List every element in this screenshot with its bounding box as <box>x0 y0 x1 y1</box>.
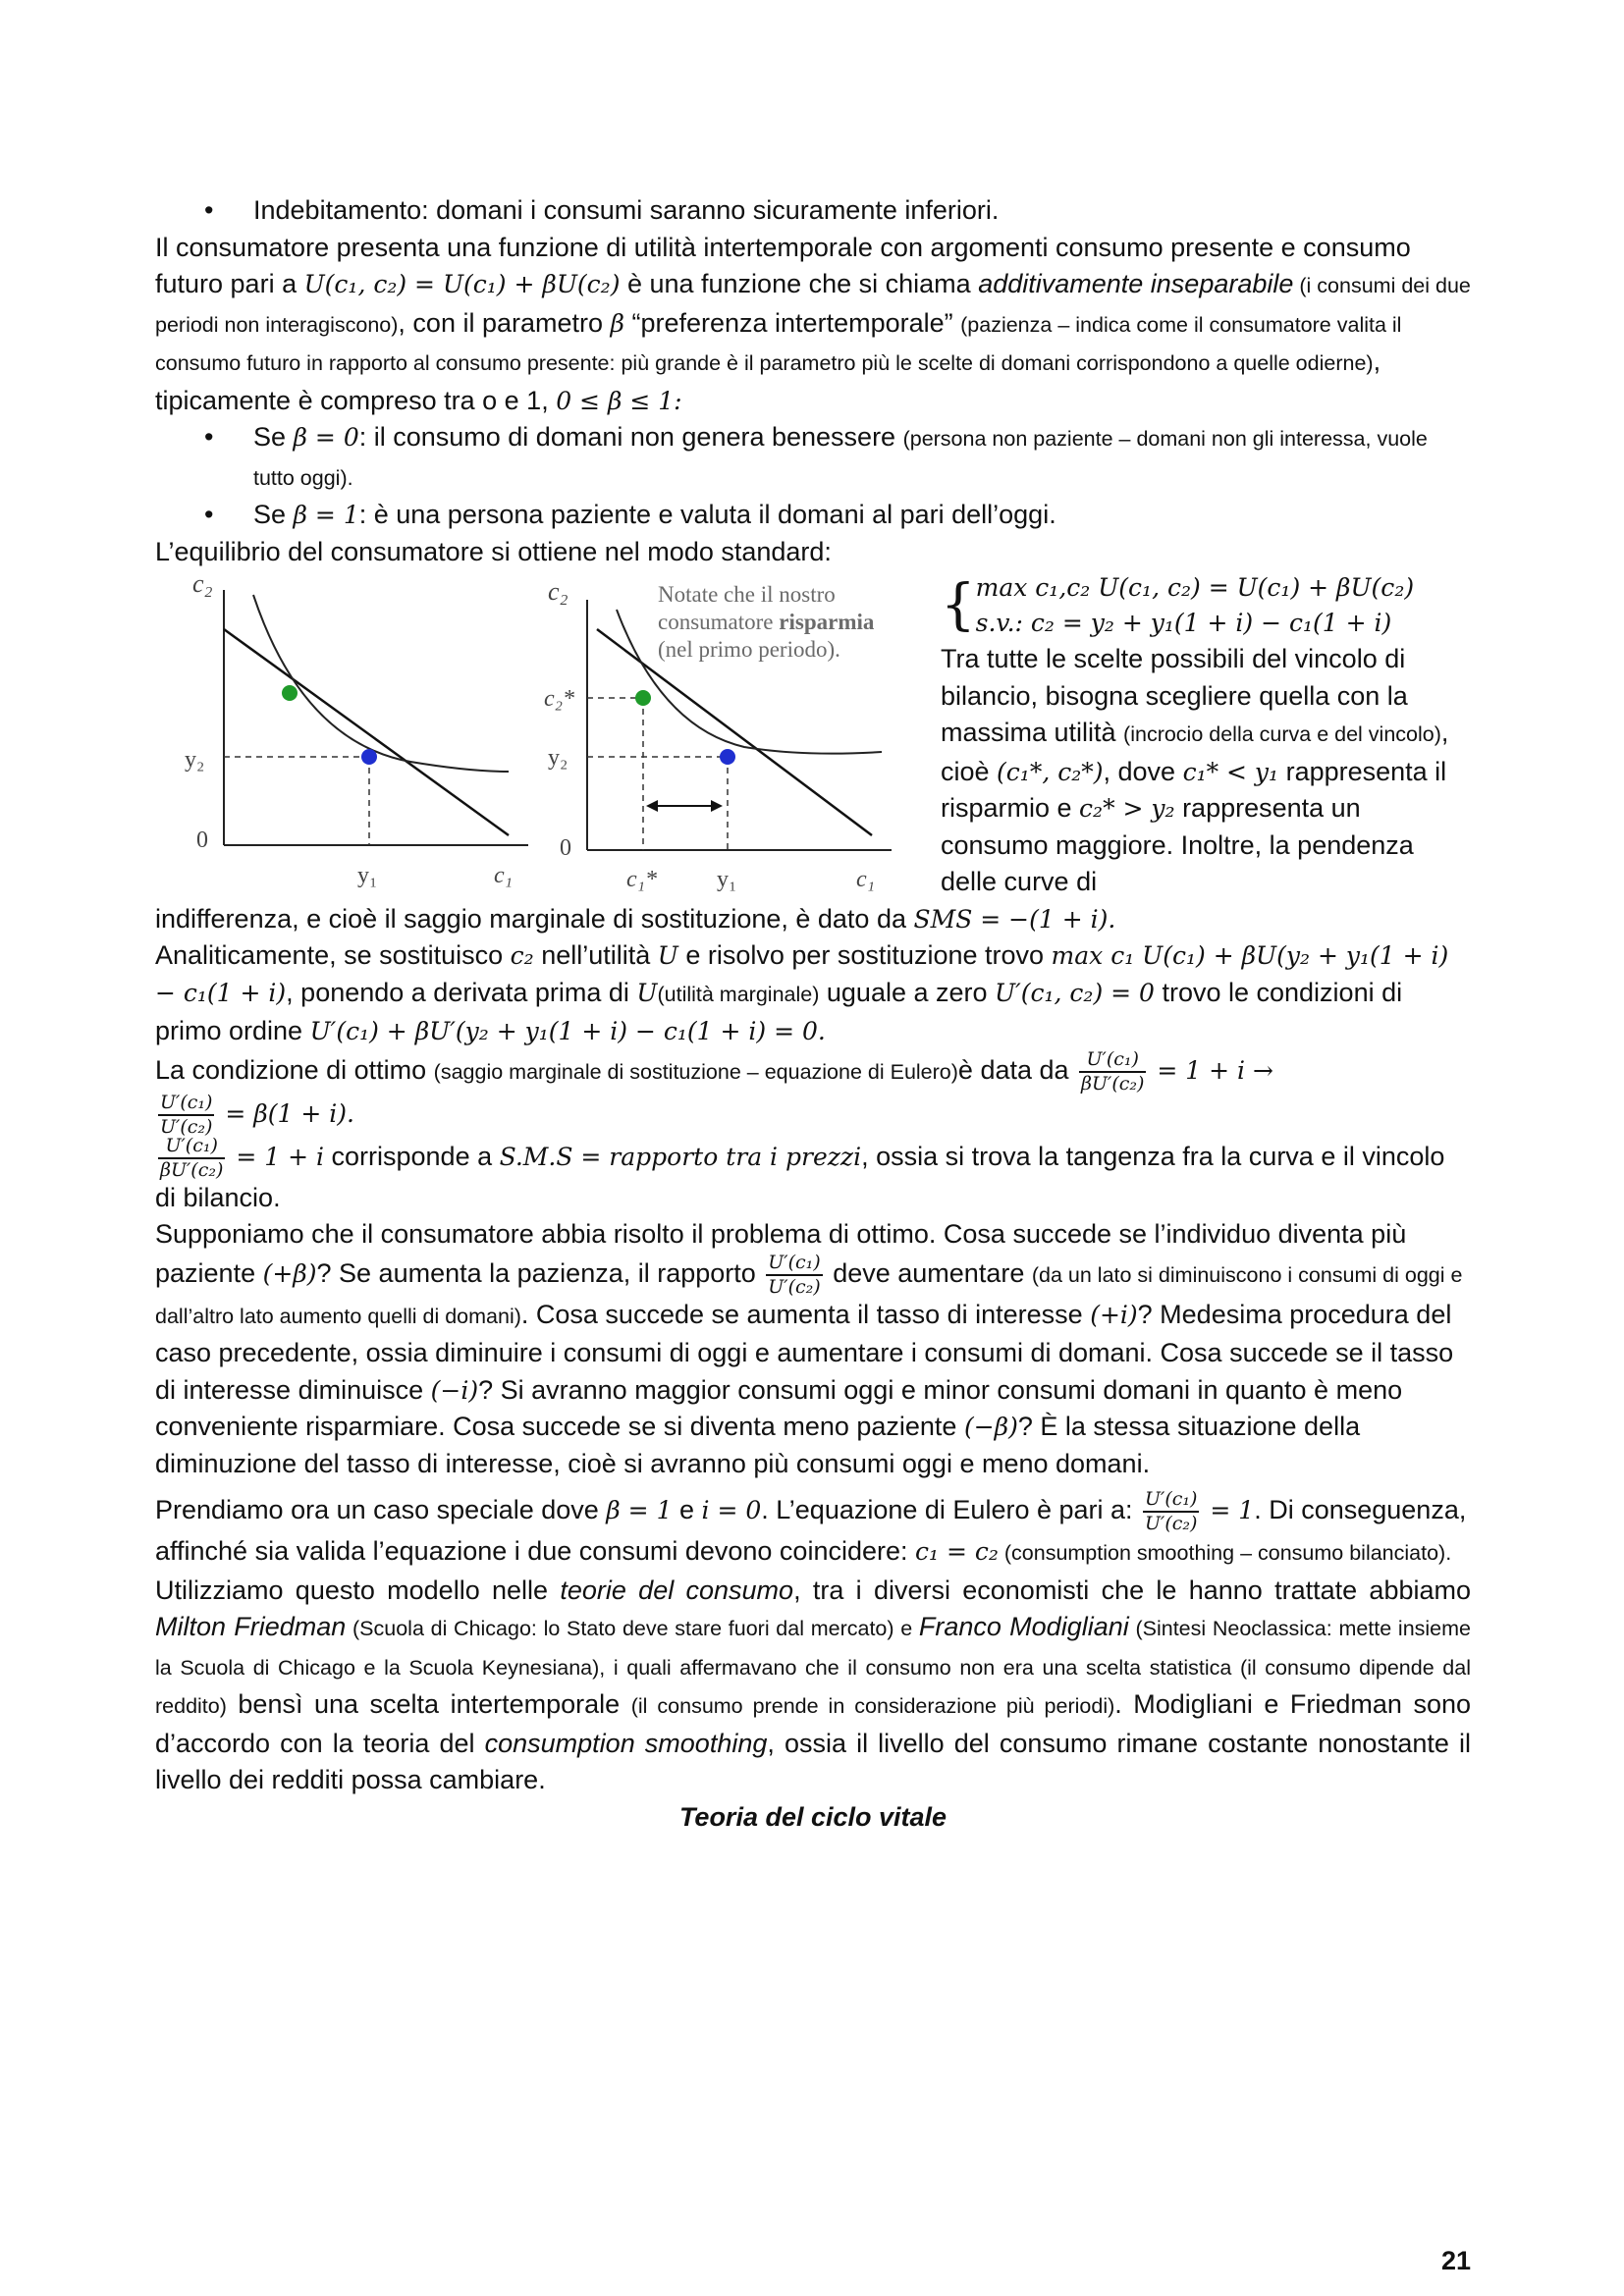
optimization-system <box>941 570 1471 641</box>
note-line-1: Notate che il nostro <box>658 582 836 607</box>
bullet-beta-zero: • Se β = 0: il consumo di domani non genera benessere (persona non paziente – domani non gli interessa, vuole tutto oggi). <box>155 419 1471 497</box>
note-line-2: consumatore risparmia <box>658 610 875 634</box>
bullet-beta-one: • Se β = 1: è una persona paziente e valuta il domani al pari dell’oggi. <box>155 497 1471 534</box>
side-paragraph: Tra tutte le scelte possibili del vincolo di bilancio, bisogna scegliere quella con la massima utilità (incrocio della curva e del vincolo), cioè (c₁*, c₂*), dove c₁* < y₁ rappresenta il risparmio e c₂* > y₂ rappresenta un consumo maggiore. Inoltre, la pendenza delle curve di <box>941 644 1449 896</box>
indifference-curves-svg <box>155 570 937 894</box>
equilibrium-intro: L’equilibrio del consumatore si ottiene nel modo standard: <box>155 536 832 566</box>
left-graph <box>185 570 528 888</box>
right-y-tick-star: c₂* <box>544 686 574 712</box>
paragraph-sms: indifferenza, e cioè il saggio marginale di sostituzione, è dato da SMS = −(1 + i). <box>155 903 1116 934</box>
figure-and-system-row <box>155 570 1471 901</box>
section-title: Teoria del ciclo vitale <box>678 1801 947 1832</box>
left-x-axis-label: c₁ <box>494 863 513 888</box>
right-x-axis-label: c₁ <box>856 867 875 892</box>
right-origin: 0 <box>560 835 571 861</box>
right-x-tick: y₁ <box>717 867 737 892</box>
paragraph-analytic: Analiticamente, se sostituisco c₂ nell’utilità U e risolvo per sostituzione trovo max c₁ U(c₁) + βU(y₂ + y₁(1 + i) − c₁(1 + i), ponendo a derivata prima di U(utilità marginale) uguale a zero U′(c₁, c₂) = 0 trovo le condizioni di primo ordine U′(c₁) + βU′(y₂ + y₁(1 + i) − c₁(1 + i) = 0. <box>155 940 1449 1045</box>
optimization-side-text <box>941 570 1471 901</box>
figure-note <box>658 582 875 662</box>
indifference-figure <box>155 570 937 894</box>
paragraph-optimum: La condizione di ottimo (saggio marginale di sostituzione – equazione di Eulero)è data da $\frac{\text{U′(c₁)}}{\text{βU′(c₂)}}$ = 1 + i → $\frac{\text{U′(c₁)}}{\text{U′(c₂)}}$ = β(1 + i). $\frac{\text{U′(c₁)}}{\text{βU′(c₂)}}$ = 1 + i corrisponde a S.M.S = rapporto tra i prezzi, ossia si trova la tangenza fra la curva e il vincolo di bilancio. <box>155 1047 1445 1212</box>
right-green-point <box>635 690 651 706</box>
left-indifference-curve <box>253 595 509 772</box>
left-y-axis-label: c₂ <box>192 570 213 598</box>
page-body <box>155 192 1471 1836</box>
right-blue-point <box>720 749 735 765</box>
left-y-tick: y₂ <box>185 747 205 773</box>
page-number: 21 <box>1441 2246 1472 2275</box>
left-x-tick: y₁ <box>357 863 378 888</box>
right-y-axis-label: c₂ <box>548 577 568 606</box>
left-origin: 0 <box>196 828 208 853</box>
paragraph-utility-function: Il consumatore presenta una funzione di utilità intertemporale con argomenti consumo presente e consumo futuro pari a U(c₁, c₂) = U(c₁) + βU(c₂) è una funzione che si chiama additivamente inseparabile (i consumi dei due periodi non interagiscono), con il parametro β “preferenza intertemporale” (pazienza – indica come il consumatore valita il consumo futuro in rapporto al consumo presente: più grande è il parametro più le scelte di domani corrispondono a quelle odierne), tipicamente è compreso tra o e 1, 0 ≤ β ≤ 1: <box>155 232 1471 415</box>
right-x-tick-star: c₁* <box>626 867 657 892</box>
right-y-tick: y₂ <box>548 745 568 771</box>
system-brace: { <box>941 573 976 637</box>
system-objective: max c₁,c₂ U(c₁, c₂) = U(c₁) + βU(c₂) <box>975 573 1415 602</box>
paragraph-consumption-theories: Utilizziamo questo modello nelle teorie del consumo, tra i diversi economisti che le hanno trattate abbiamo Milton Friedman (Scuola di Chicago: lo Stato deve stare fuori dal mercato) e Franco Modigliani (Sintesi Neoclassica: mette insieme la Scuola di Chicago e la Scuola Keynesiana), i quali affermavano che il consumo non era una scelta statistica (il consumo dipende dal reddito) bensì una scelta intertemporale (il consumo prende in considerazione più periodi). Modigliani e Friedman sono d’accordo con la teoria del consumption smoothing, ossia il livello del consumo rimane costante nonostante il livello dei redditi possa cambiare. <box>155 1575 1471 1794</box>
left-green-point <box>282 685 298 701</box>
left-budget-line <box>224 629 509 835</box>
saving-arrow-left-head <box>646 800 658 812</box>
bullet-indebitamento: • Indebitamento: domani i consumi saranno sicuramente inferiori. <box>155 192 1471 230</box>
system-constraint: s.v.: c₂ = y₂ + y₁(1 + i) − c₁(1 + i) <box>975 609 1392 637</box>
note-line-3: (nel primo periodo). <box>658 637 840 662</box>
left-blue-point <box>361 749 377 765</box>
paragraph-suppose: Supponiamo che il consumatore abbia risolto il problema di ottimo. Cosa succede se l’individuo diventa più paziente (+β)? Se aumenta la pazienza, il rapporto $\frac{\text{U′(c₁)}}{\text{U′(c₂)}}$ deve aumentare (da un lato si diminuiscono i consumi di oggi e dall’altro lato aumento quelli di domani). Cosa succede se aumenta il tasso di interesse (+i)? Medesima procedura del caso precedente, ossia diminuire i consumi di oggi e aumentare i consumi di domani. Cosa succede se il tasso di interesse diminuisce (−i)? Si avranno maggior consumi oggi e minor consumi domani in quanto è meno conveniente risparmiare. Cosa succede se si diventa meno paziente (−β)? È la stessa situazione della diminuzione del tasso di interesse, cioè si avranno più consumi oggi e meno domani. <box>155 1219 1463 1478</box>
paragraph-special-case: Prendiamo ora un caso speciale dove β = 1 e i = 0. L’equazione di Eulero è pari a: $\frac{\text{U′(c₁)}}{\text{U′(c₂)}}$ = 1. Di conseguenza, affinché sia valida l’equazione i due consumi devono coincidere: c₁ = c₂ (consumption smoothing – consumo bilanciato). <box>155 1488 1467 1566</box>
saving-arrow-right-head <box>711 800 723 812</box>
